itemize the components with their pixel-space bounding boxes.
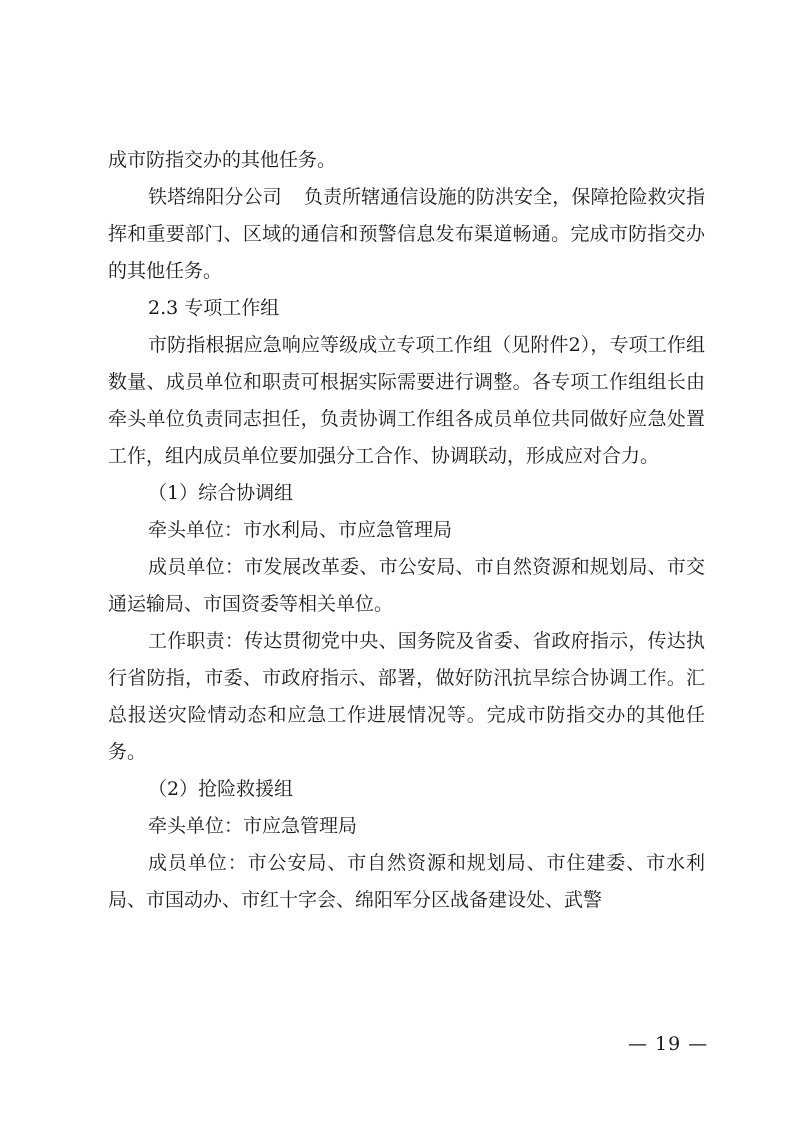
paragraph-member-units: 成员单位：市发展改革委、市公安局、市自然资源和规划局、市交通运输局、市国资委等相关单位。: [108, 556, 705, 615]
subheading-rescue-group: （2）抢险救援组: [148, 778, 294, 800]
section-heading-2-3: 2.3 专项工作组: [148, 297, 280, 319]
document-body: [108, 142, 705, 919]
paragraph-rescue-member-units: 成员单位：市公安局、市自然资源和规划局、市住建委、市水利局、市国动办、市红十字会、绵阳军分区战备建设处、武警: [108, 852, 705, 911]
unit-duty: 负责所辖通信设施的防洪安全，保障抢险救灾指挥和重要部门、区域的通信和预警信息发布渠道畅通。完成市防指交办的其他任务。: [108, 186, 705, 282]
paragraph-rescue-lead-units: 牵头单位：市应急管理局: [148, 815, 358, 837]
page-number: — 19 —: [628, 1033, 709, 1055]
subheading-coordination-group: （1）综合协调组: [148, 482, 294, 504]
unit-name: 铁塔绵阳分公司: [148, 186, 282, 208]
paragraph-continuation: 成市防指交办的其他任务。: [108, 149, 337, 171]
paragraph-tower-company: [108, 179, 705, 290]
paragraph-duties: 工作职责：传达贯彻党中央、国务院及省委、省政府指示，传达执行省防指，市委、市政府指示、部署，做好防汛抗旱综合协调工作。汇总报送灾险情动态和应急工作进展情况等。完成市防指交办的其他任务。: [108, 630, 705, 763]
paragraph-lead-units: 牵头单位：市水利局、市应急管理局: [148, 519, 453, 541]
paragraph-working-groups: 市防指根据应急响应等级成立专项工作组（见附件2），专项工作组数量、成员单位和职责可根据实际需要进行调整。各专项工作组组长由牵头单位负责同志担任，负责协调工作组各成员单位共同做好应急处置工作，组内成员单位要加强分工合作、协调联动，形成应对合力。: [108, 334, 705, 467]
